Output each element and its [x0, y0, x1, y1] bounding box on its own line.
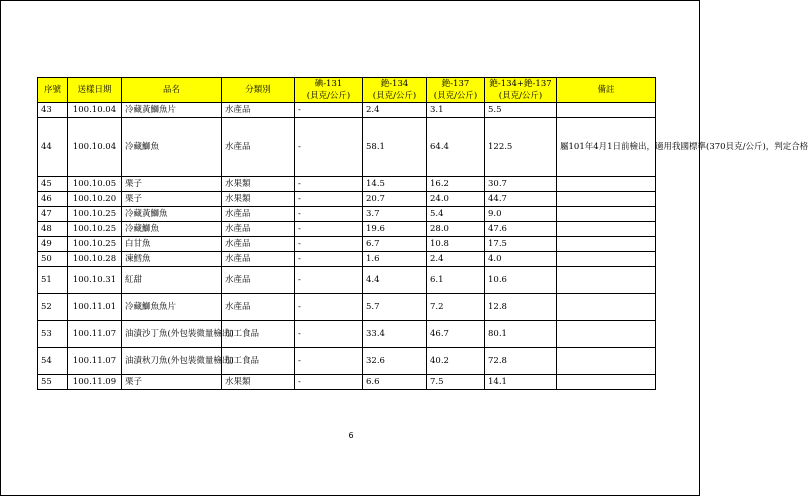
table-row: [38, 177, 656, 192]
cell-note: [557, 348, 656, 375]
cell-no: 53: [38, 321, 68, 348]
cell-name: 油漬秋刀魚(外包裝微量檢出): [122, 348, 222, 375]
cell-i131: -: [295, 294, 363, 321]
cell-cs-sum: 44.7: [485, 192, 557, 207]
cell-cs134: 20.7: [363, 192, 427, 207]
cell-name: 油漬沙丁魚(外包裝微量檢出): [122, 321, 222, 348]
cell-cs134: 32.6: [363, 348, 427, 375]
cell-name: 凍鱈魚: [122, 252, 222, 267]
cell-cs137: 16.2: [427, 177, 485, 192]
cell-date: 100.11.09: [68, 375, 122, 390]
cell-note: [557, 103, 656, 118]
cell-cs-sum: 4.0: [485, 252, 557, 267]
cell-name: 冷藏鰤魚魚片: [122, 294, 222, 321]
cell-note: [557, 267, 656, 294]
header-cs134: [363, 78, 427, 103]
cell-cs-sum: 47.6: [485, 222, 557, 237]
cell-cs-sum: 80.1: [485, 321, 557, 348]
cell-note: [557, 294, 656, 321]
cell-note: [557, 207, 656, 222]
cell-note: 屬101年4月1日前檢出，適用我國標準(370貝克/公斤)，判定合格: [557, 118, 656, 177]
cell-cs-sum: 17.5: [485, 237, 557, 252]
cell-note: [557, 375, 656, 390]
cell-cs-sum: 122.5: [485, 118, 557, 177]
cell-date: 100.11.07: [68, 348, 122, 375]
cell-date: 100.10.04: [68, 118, 122, 177]
cell-no: 49: [38, 237, 68, 252]
cell-name: 冷藏鰤魚: [122, 118, 222, 177]
cell-date: 100.10.05: [68, 177, 122, 192]
table-row: [38, 192, 656, 207]
cell-category: 水產品: [222, 252, 295, 267]
cell-no: 45: [38, 177, 68, 192]
cell-cs137: 2.4: [427, 252, 485, 267]
cell-cs-sum: 12.8: [485, 294, 557, 321]
cell-no: 54: [38, 348, 68, 375]
cell-cs137: 7.2: [427, 294, 485, 321]
header-note: 備註: [557, 78, 656, 103]
cell-name: 冷藏黃鰤魚片: [122, 103, 222, 118]
table-body: [38, 103, 808, 390]
cell-note: [557, 177, 656, 192]
header-cs-sum-label: 銫-134+銫-137: [489, 79, 552, 89]
header-cs-sum: [485, 78, 557, 103]
cell-no: 50: [38, 252, 68, 267]
cell-date: 100.10.28: [68, 252, 122, 267]
cell-name: 冷藏鰤魚: [122, 222, 222, 237]
cell-name: 冷藏黃鰤魚: [122, 207, 222, 222]
header-cs-sum-unit: (貝克/公斤): [498, 91, 543, 101]
table-row: [38, 321, 656, 348]
cell-note: [557, 321, 656, 348]
cell-category: 水產品: [222, 118, 295, 177]
cell-note: [557, 222, 656, 237]
cell-cs134: 2.4: [363, 103, 427, 118]
cell-date: 100.10.25: [68, 207, 122, 222]
table-row: [38, 237, 656, 252]
cell-cs134: 3.7: [363, 207, 427, 222]
cell-name: 栗子: [122, 192, 222, 207]
cell-cs137: 5.4: [427, 207, 485, 222]
cell-cs134: 58.1: [363, 118, 427, 177]
cell-cs134: 14.5: [363, 177, 427, 192]
cell-cs134: 4.4: [363, 267, 427, 294]
cell-date: 100.11.01: [68, 294, 122, 321]
cell-i131: -: [295, 103, 363, 118]
cell-cs137: 6.1: [427, 267, 485, 294]
header-cs137: [427, 78, 485, 103]
cell-date: 100.10.31: [68, 267, 122, 294]
cell-i131: -: [295, 375, 363, 390]
cell-cs-sum: 10.6: [485, 267, 557, 294]
cell-date: 100.10.04: [68, 103, 122, 118]
cell-note: [557, 252, 656, 267]
table-row: [38, 294, 656, 321]
header-i131-label: 碘-131: [314, 79, 343, 89]
cell-cs-sum: 5.5: [485, 103, 557, 118]
cell-cs134: 33.4: [363, 321, 427, 348]
cell-i131: -: [295, 177, 363, 192]
cell-cs-sum: 72.8: [485, 348, 557, 375]
cell-category: 加工食品: [222, 348, 295, 375]
cell-cs-sum: 9.0: [485, 207, 557, 222]
cell-cs134: 19.6: [363, 222, 427, 237]
cell-cs137: 28.0: [427, 222, 485, 237]
cell-note: [557, 192, 656, 207]
cell-cs134: 5.7: [363, 294, 427, 321]
cell-i131: -: [295, 207, 363, 222]
cell-cs137: 3.1: [427, 103, 485, 118]
table-row: [38, 222, 656, 237]
cell-cs137: 40.2: [427, 348, 485, 375]
table-row: [38, 118, 656, 177]
cell-cs134: 6.6: [363, 375, 427, 390]
cell-category: 水產品: [222, 222, 295, 237]
cell-date: 100.10.25: [68, 237, 122, 252]
cell-i131: -: [295, 222, 363, 237]
cell-name: 紅甜: [122, 267, 222, 294]
header-cs134-label: 銫-134: [380, 79, 409, 89]
page-number: 6: [348, 431, 354, 440]
table-row: [38, 348, 656, 375]
cell-category: 水產品: [222, 267, 295, 294]
cell-no: 44: [38, 118, 68, 177]
cell-no: 55: [38, 375, 68, 390]
cell-cs134: 1.6: [363, 252, 427, 267]
cell-cs137: 7.5: [427, 375, 485, 390]
header-i131: [295, 78, 363, 103]
cell-no: 46: [38, 192, 68, 207]
cell-name: 白甘魚: [122, 237, 222, 252]
cell-no: 48: [38, 222, 68, 237]
table-row: [38, 207, 656, 222]
cell-no: 51: [38, 267, 68, 294]
header-date: 送樣日期: [68, 78, 122, 103]
table-row: [38, 375, 656, 390]
cell-i131: -: [295, 267, 363, 294]
cell-cs137: 46.7: [427, 321, 485, 348]
cell-date: 100.11.07: [68, 321, 122, 348]
cell-i131: -: [295, 192, 363, 207]
table-row: [38, 252, 656, 267]
cell-category: 水產品: [222, 207, 295, 222]
header-category: 分類別: [222, 78, 295, 103]
cell-i131: -: [295, 118, 363, 177]
cell-category: 水果類: [222, 177, 295, 192]
cell-i131: -: [295, 252, 363, 267]
cell-cs-sum: 30.7: [485, 177, 557, 192]
table-row: [38, 103, 656, 118]
header-cs137-unit: (貝克/公斤): [433, 91, 478, 101]
radiation-test-table: [37, 77, 808, 390]
cell-no: 43: [38, 103, 68, 118]
cell-date: 100.10.25: [68, 222, 122, 237]
header-i131-unit: (貝克/公斤): [306, 91, 351, 101]
cell-i131: -: [295, 237, 363, 252]
header-cs137-label: 銫-137: [441, 79, 470, 89]
cell-note: [557, 237, 656, 252]
cell-cs137: 10.8: [427, 237, 485, 252]
cell-cs137: 64.4: [427, 118, 485, 177]
cell-cs137: 24.0: [427, 192, 485, 207]
cell-category: 加工食品: [222, 321, 295, 348]
cell-no: 52: [38, 294, 68, 321]
header-no: 序號: [38, 78, 68, 103]
cell-category: 水產品: [222, 103, 295, 118]
header-cs134-unit: (貝克/公斤): [372, 91, 417, 101]
cell-i131: -: [295, 321, 363, 348]
header-name: 品名: [122, 78, 222, 103]
table-header-row: [38, 78, 656, 103]
cell-category: 水果類: [222, 375, 295, 390]
cell-category: 水產品: [222, 294, 295, 321]
cell-i131: -: [295, 348, 363, 375]
cell-category: 水果類: [222, 192, 295, 207]
table-row: [38, 267, 656, 294]
cell-no: 47: [38, 207, 68, 222]
cell-cs134: 6.7: [363, 237, 427, 252]
cell-cs-sum: 14.1: [485, 375, 557, 390]
cell-category: 水產品: [222, 237, 295, 252]
cell-date: 100.10.20: [68, 192, 122, 207]
cell-name: 栗子: [122, 375, 222, 390]
cell-name: 栗子: [122, 177, 222, 192]
